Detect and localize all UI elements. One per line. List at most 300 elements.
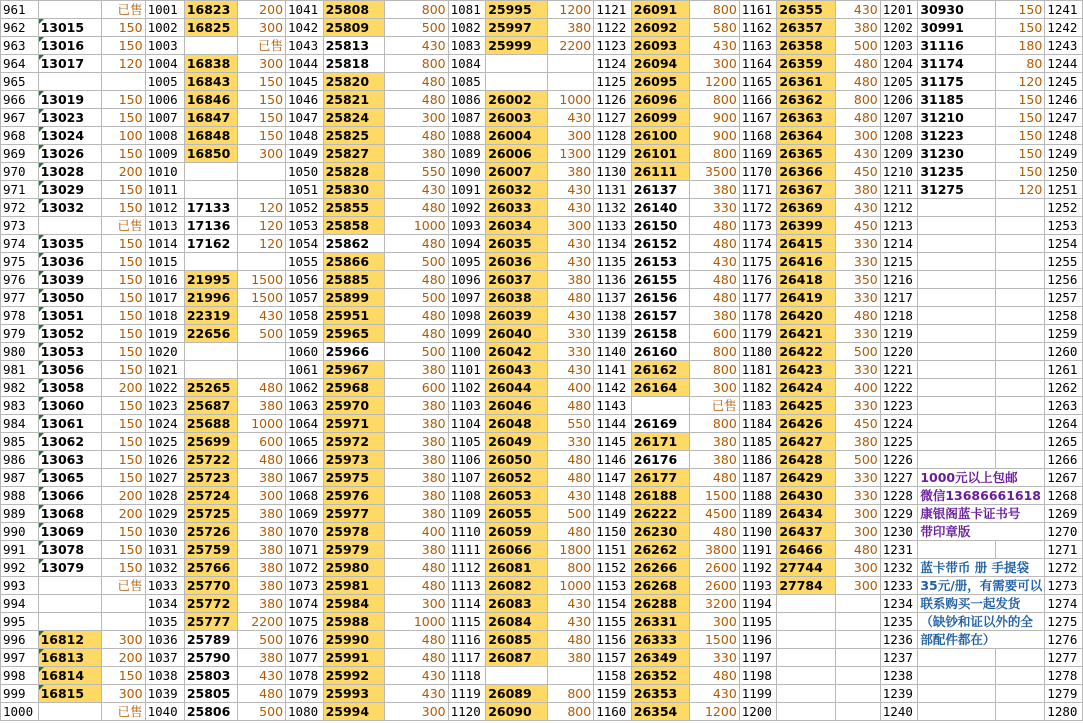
row-index-cell[interactable]: 1068 bbox=[286, 487, 324, 505]
banknote-code-cell[interactable] bbox=[918, 451, 996, 469]
banknote-code-cell[interactable] bbox=[486, 667, 548, 685]
row-index-cell[interactable]: 1158 bbox=[594, 667, 632, 685]
row-index-cell[interactable]: 1117 bbox=[448, 649, 486, 667]
price-cell[interactable]: 150 bbox=[101, 199, 145, 217]
banknote-code-cell[interactable]: 13058 bbox=[38, 379, 101, 397]
price-cell[interactable]: 200 bbox=[101, 379, 145, 397]
row-index-cell[interactable]: 1027 bbox=[145, 469, 184, 487]
row-index-cell[interactable]: 984 bbox=[1, 415, 39, 433]
price-cell[interactable] bbox=[101, 595, 145, 613]
row-index-cell[interactable]: 1226 bbox=[880, 451, 918, 469]
row-index-cell[interactable]: 1093 bbox=[448, 217, 486, 235]
price-cell[interactable]: 80 bbox=[996, 55, 1045, 73]
row-index-cell[interactable]: 1073 bbox=[286, 577, 324, 595]
row-index-cell[interactable]: 1007 bbox=[145, 109, 184, 127]
price-cell[interactable]: 480 bbox=[690, 523, 740, 541]
price-cell[interactable]: 430 bbox=[547, 253, 593, 271]
price-cell[interactable]: 150 bbox=[101, 361, 145, 379]
price-cell[interactable]: 430 bbox=[547, 199, 593, 217]
banknote-code-cell[interactable]: 16847 bbox=[184, 109, 237, 127]
price-cell[interactable]: 430 bbox=[385, 37, 448, 55]
row-index-cell[interactable]: 1006 bbox=[145, 91, 184, 109]
row-index-cell[interactable]: 1086 bbox=[448, 91, 486, 109]
banknote-code-cell[interactable]: 25724 bbox=[184, 487, 237, 505]
banknote-code-cell[interactable]: 25981 bbox=[323, 577, 385, 595]
price-cell[interactable]: 300 bbox=[101, 631, 145, 649]
row-index-cell[interactable]: 1121 bbox=[594, 1, 632, 19]
row-index-cell[interactable]: 963 bbox=[1, 37, 39, 55]
row-index-cell[interactable]: 1203 bbox=[880, 37, 918, 55]
price-cell[interactable] bbox=[101, 73, 145, 91]
row-index-cell[interactable]: 1167 bbox=[739, 109, 777, 127]
row-index-cell[interactable]: 1033 bbox=[145, 577, 184, 595]
row-index-cell[interactable]: 1215 bbox=[880, 253, 918, 271]
banknote-code-cell[interactable]: 16815 bbox=[38, 685, 101, 703]
row-index-cell[interactable]: 1137 bbox=[594, 289, 632, 307]
row-index-cell[interactable]: 1040 bbox=[145, 703, 184, 721]
price-cell[interactable]: 400 bbox=[547, 379, 593, 397]
banknote-code-cell[interactable]: 25984 bbox=[323, 595, 385, 613]
banknote-code-cell[interactable]: 13029 bbox=[38, 181, 101, 199]
price-cell[interactable] bbox=[101, 613, 145, 631]
row-index-cell[interactable]: 1110 bbox=[448, 523, 486, 541]
row-index-cell[interactable]: 1165 bbox=[739, 73, 777, 91]
banknote-code-cell[interactable]: 31235 bbox=[918, 163, 996, 181]
price-cell[interactable]: 430 bbox=[547, 613, 593, 631]
row-index-cell[interactable]: 1262 bbox=[1045, 379, 1083, 397]
row-index-cell[interactable]: 1055 bbox=[286, 253, 324, 271]
row-index-cell[interactable]: 1094 bbox=[448, 235, 486, 253]
price-cell[interactable]: 380 bbox=[547, 649, 593, 667]
banknote-code-cell[interactable] bbox=[184, 181, 237, 199]
price-cell[interactable]: 300 bbox=[238, 19, 286, 37]
row-index-cell[interactable]: 1267 bbox=[1045, 469, 1083, 487]
row-index-cell[interactable]: 978 bbox=[1, 307, 39, 325]
banknote-code-cell[interactable]: 25971 bbox=[323, 415, 385, 433]
row-index-cell[interactable]: 1098 bbox=[448, 307, 486, 325]
row-index-cell[interactable]: 1085 bbox=[448, 73, 486, 91]
row-index-cell[interactable]: 1220 bbox=[880, 343, 918, 361]
banknote-code-cell[interactable]: 26426 bbox=[777, 415, 835, 433]
row-index-cell[interactable]: 1243 bbox=[1045, 37, 1083, 55]
banknote-code-cell[interactable]: 26040 bbox=[486, 325, 548, 343]
banknote-code-cell[interactable]: 26230 bbox=[631, 523, 689, 541]
price-cell[interactable]: 330 bbox=[835, 253, 880, 271]
price-cell[interactable]: 480 bbox=[385, 307, 448, 325]
row-index-cell[interactable]: 1063 bbox=[286, 397, 324, 415]
banknote-code-cell[interactable]: 13016 bbox=[38, 37, 101, 55]
banknote-code-cell[interactable]: 26093 bbox=[631, 37, 689, 55]
price-cell[interactable] bbox=[996, 685, 1045, 703]
banknote-code-cell[interactable]: 25821 bbox=[323, 91, 385, 109]
banknote-code-cell[interactable]: 25759 bbox=[184, 541, 237, 559]
banknote-code-cell[interactable]: 26434 bbox=[777, 505, 835, 523]
banknote-code-cell[interactable]: 26082 bbox=[486, 577, 548, 595]
price-cell[interactable] bbox=[996, 649, 1045, 667]
row-index-cell[interactable]: 992 bbox=[1, 559, 39, 577]
price-cell[interactable]: 500 bbox=[385, 343, 448, 361]
price-cell[interactable]: 480 bbox=[385, 271, 448, 289]
price-cell[interactable] bbox=[547, 73, 593, 91]
banknote-code-cell[interactable]: 25726 bbox=[184, 523, 237, 541]
price-cell[interactable]: 120 bbox=[238, 235, 286, 253]
banknote-code-cell[interactable]: 26420 bbox=[777, 307, 835, 325]
price-cell[interactable] bbox=[996, 451, 1045, 469]
banknote-code-cell[interactable]: 13023 bbox=[38, 109, 101, 127]
banknote-code-cell[interactable]: 26171 bbox=[631, 433, 689, 451]
price-cell[interactable]: 380 bbox=[547, 19, 593, 37]
row-index-cell[interactable]: 1022 bbox=[145, 379, 184, 397]
banknote-code-cell[interactable]: 25990 bbox=[323, 631, 385, 649]
banknote-code-cell[interactable]: 25687 bbox=[184, 397, 237, 415]
row-index-cell[interactable]: 1249 bbox=[1045, 145, 1083, 163]
row-index-cell[interactable]: 1082 bbox=[448, 19, 486, 37]
banknote-code-cell[interactable]: 25825 bbox=[323, 127, 385, 145]
row-index-cell[interactable]: 1218 bbox=[880, 307, 918, 325]
banknote-code-cell[interactable]: 31174 bbox=[918, 55, 996, 73]
row-index-cell[interactable]: 1189 bbox=[739, 505, 777, 523]
banknote-code-cell[interactable] bbox=[777, 595, 835, 613]
banknote-code-cell[interactable]: 26049 bbox=[486, 433, 548, 451]
row-index-cell[interactable]: 1191 bbox=[739, 541, 777, 559]
banknote-code-cell[interactable] bbox=[777, 631, 835, 649]
row-index-cell[interactable]: 1148 bbox=[594, 487, 632, 505]
price-cell[interactable]: 380 bbox=[238, 523, 286, 541]
row-index-cell[interactable]: 969 bbox=[1, 145, 39, 163]
banknote-code-cell[interactable] bbox=[918, 289, 996, 307]
row-index-cell[interactable]: 1010 bbox=[145, 163, 184, 181]
price-cell[interactable]: 900 bbox=[690, 127, 740, 145]
banknote-code-cell[interactable] bbox=[918, 649, 996, 667]
banknote-code-cell[interactable]: 26363 bbox=[777, 109, 835, 127]
banknote-code-cell[interactable]: 25866 bbox=[323, 253, 385, 271]
price-cell[interactable]: 480 bbox=[690, 667, 740, 685]
row-index-cell[interactable]: 1100 bbox=[448, 343, 486, 361]
banknote-code-cell[interactable]: 26418 bbox=[777, 271, 835, 289]
banknote-code-cell[interactable]: 13078 bbox=[38, 541, 101, 559]
row-index-cell[interactable]: 1180 bbox=[739, 343, 777, 361]
price-cell[interactable]: 500 bbox=[835, 343, 880, 361]
row-index-cell[interactable]: 1179 bbox=[739, 325, 777, 343]
price-cell[interactable]: 2200 bbox=[547, 37, 593, 55]
row-index-cell[interactable]: 1217 bbox=[880, 289, 918, 307]
row-index-cell[interactable]: 1234 bbox=[880, 595, 918, 613]
banknote-code-cell[interactable]: 25976 bbox=[323, 487, 385, 505]
banknote-code-cell[interactable]: 25824 bbox=[323, 109, 385, 127]
note-cell[interactable]: 蓝卡带币 册 手提袋 bbox=[918, 559, 1045, 577]
row-index-cell[interactable]: 1157 bbox=[594, 649, 632, 667]
banknote-code-cell[interactable]: 26091 bbox=[631, 1, 689, 19]
row-index-cell[interactable]: 1018 bbox=[145, 307, 184, 325]
row-index-cell[interactable]: 1120 bbox=[448, 703, 486, 721]
row-index-cell[interactable]: 1183 bbox=[739, 397, 777, 415]
row-index-cell[interactable]: 1211 bbox=[880, 181, 918, 199]
row-index-cell[interactable]: 1154 bbox=[594, 595, 632, 613]
sold-status-cell[interactable]: 已售 bbox=[690, 397, 740, 415]
row-index-cell[interactable]: 1030 bbox=[145, 523, 184, 541]
banknote-code-cell[interactable]: 17133 bbox=[184, 199, 237, 217]
banknote-code-cell[interactable]: 26152 bbox=[631, 235, 689, 253]
banknote-code-cell[interactable]: 17136 bbox=[184, 217, 237, 235]
row-index-cell[interactable]: 1256 bbox=[1045, 271, 1083, 289]
banknote-code-cell[interactable]: 25805 bbox=[184, 685, 237, 703]
row-index-cell[interactable]: 1170 bbox=[739, 163, 777, 181]
row-index-cell[interactable]: 1109 bbox=[448, 505, 486, 523]
price-cell[interactable]: 480 bbox=[238, 685, 286, 703]
banknote-code-cell[interactable]: 16838 bbox=[184, 55, 237, 73]
price-cell[interactable]: 300 bbox=[385, 109, 448, 127]
banknote-code-cell[interactable] bbox=[918, 379, 996, 397]
banknote-code-cell[interactable]: 13050 bbox=[38, 289, 101, 307]
price-cell[interactable] bbox=[547, 667, 593, 685]
row-index-cell[interactable]: 1182 bbox=[739, 379, 777, 397]
row-index-cell[interactable]: 1052 bbox=[286, 199, 324, 217]
price-cell[interactable]: 150 bbox=[101, 253, 145, 271]
row-index-cell[interactable]: 1254 bbox=[1045, 235, 1083, 253]
row-index-cell[interactable]: 1132 bbox=[594, 199, 632, 217]
price-cell[interactable] bbox=[996, 343, 1045, 361]
sold-status-cell[interactable]: 已售 bbox=[101, 703, 145, 721]
price-cell[interactable]: 480 bbox=[835, 109, 880, 127]
row-index-cell[interactable]: 1195 bbox=[739, 613, 777, 631]
banknote-code-cell[interactable]: 25789 bbox=[184, 631, 237, 649]
price-cell[interactable]: 150 bbox=[996, 109, 1045, 127]
row-index-cell[interactable]: 1095 bbox=[448, 253, 486, 271]
sold-status-cell[interactable]: 已售 bbox=[101, 217, 145, 235]
row-index-cell[interactable]: 1091 bbox=[448, 181, 486, 199]
banknote-code-cell[interactable]: 26333 bbox=[631, 631, 689, 649]
price-cell[interactable]: 380 bbox=[385, 451, 448, 469]
row-index-cell[interactable]: 1060 bbox=[286, 343, 324, 361]
row-index-cell[interactable]: 1096 bbox=[448, 271, 486, 289]
price-cell[interactable]: 150 bbox=[101, 523, 145, 541]
banknote-code-cell[interactable]: 26037 bbox=[486, 271, 548, 289]
banknote-code-cell[interactable] bbox=[918, 541, 996, 559]
price-cell[interactable]: 150 bbox=[101, 271, 145, 289]
price-cell[interactable]: 480 bbox=[547, 631, 593, 649]
banknote-code-cell[interactable]: 25766 bbox=[184, 559, 237, 577]
row-index-cell[interactable]: 1026 bbox=[145, 451, 184, 469]
row-index-cell[interactable]: 1246 bbox=[1045, 91, 1083, 109]
banknote-code-cell[interactable]: 26424 bbox=[777, 379, 835, 397]
price-cell[interactable]: 300 bbox=[835, 127, 880, 145]
price-cell[interactable]: 1000 bbox=[547, 577, 593, 595]
row-index-cell[interactable]: 1209 bbox=[880, 145, 918, 163]
row-index-cell[interactable]: 1054 bbox=[286, 235, 324, 253]
row-index-cell[interactable]: 1102 bbox=[448, 379, 486, 397]
row-index-cell[interactable]: 999 bbox=[1, 685, 39, 703]
price-cell[interactable]: 150 bbox=[996, 127, 1045, 145]
row-index-cell[interactable]: 1069 bbox=[286, 505, 324, 523]
banknote-code-cell[interactable]: 26038 bbox=[486, 289, 548, 307]
row-index-cell[interactable]: 1142 bbox=[594, 379, 632, 397]
row-index-cell[interactable]: 1077 bbox=[286, 649, 324, 667]
row-index-cell[interactable]: 1009 bbox=[145, 145, 184, 163]
price-cell[interactable]: 480 bbox=[547, 523, 593, 541]
banknote-code-cell[interactable]: 25265 bbox=[184, 379, 237, 397]
banknote-code-cell[interactable]: 26352 bbox=[631, 667, 689, 685]
price-cell[interactable]: 450 bbox=[835, 163, 880, 181]
row-index-cell[interactable]: 1056 bbox=[286, 271, 324, 289]
row-index-cell[interactable]: 1014 bbox=[145, 235, 184, 253]
price-cell[interactable]: 480 bbox=[547, 451, 593, 469]
banknote-code-cell[interactable]: 22319 bbox=[184, 307, 237, 325]
banknote-code-cell[interactable] bbox=[918, 199, 996, 217]
row-index-cell[interactable]: 1144 bbox=[594, 415, 632, 433]
price-cell[interactable]: 330 bbox=[690, 649, 740, 667]
banknote-code-cell[interactable]: 25828 bbox=[323, 163, 385, 181]
banknote-code-cell[interactable]: 25970 bbox=[323, 397, 385, 415]
banknote-code-cell[interactable]: 13056 bbox=[38, 361, 101, 379]
price-cell[interactable]: 380 bbox=[238, 559, 286, 577]
price-cell[interactable]: 150 bbox=[101, 19, 145, 37]
price-cell[interactable]: 380 bbox=[690, 181, 740, 199]
price-cell[interactable]: 430 bbox=[835, 199, 880, 217]
row-index-cell[interactable]: 1057 bbox=[286, 289, 324, 307]
row-index-cell[interactable]: 1138 bbox=[594, 307, 632, 325]
row-index-cell[interactable]: 1257 bbox=[1045, 289, 1083, 307]
row-index-cell[interactable]: 1084 bbox=[448, 55, 486, 73]
price-cell[interactable]: 2200 bbox=[238, 613, 286, 631]
price-cell[interactable]: 380 bbox=[385, 469, 448, 487]
banknote-code-cell[interactable] bbox=[918, 685, 996, 703]
banknote-code-cell[interactable] bbox=[918, 271, 996, 289]
row-index-cell[interactable]: 1104 bbox=[448, 415, 486, 433]
row-index-cell[interactable]: 1223 bbox=[880, 397, 918, 415]
price-cell[interactable]: 1000 bbox=[547, 91, 593, 109]
banknote-code-cell[interactable]: 13062 bbox=[38, 433, 101, 451]
price-cell[interactable]: 600 bbox=[385, 379, 448, 397]
row-index-cell[interactable]: 1039 bbox=[145, 685, 184, 703]
row-index-cell[interactable]: 986 bbox=[1, 451, 39, 469]
price-cell[interactable]: 200 bbox=[101, 163, 145, 181]
price-cell[interactable]: 150 bbox=[101, 325, 145, 343]
row-index-cell[interactable]: 995 bbox=[1, 613, 39, 631]
banknote-code-cell[interactable] bbox=[184, 343, 237, 361]
row-index-cell[interactable]: 1042 bbox=[286, 19, 324, 37]
row-index-cell[interactable]: 982 bbox=[1, 379, 39, 397]
price-cell[interactable] bbox=[996, 253, 1045, 271]
price-cell[interactable] bbox=[996, 307, 1045, 325]
price-cell[interactable]: 480 bbox=[835, 541, 880, 559]
banknote-code-cell[interactable]: 30930 bbox=[918, 1, 996, 19]
row-index-cell[interactable]: 1280 bbox=[1045, 703, 1083, 721]
price-cell[interactable]: 430 bbox=[385, 181, 448, 199]
price-cell[interactable]: 380 bbox=[690, 451, 740, 469]
note-cell[interactable]: （缺钞和证以外的全 bbox=[918, 613, 1045, 631]
row-index-cell[interactable]: 989 bbox=[1, 505, 39, 523]
row-index-cell[interactable]: 1029 bbox=[145, 505, 184, 523]
row-index-cell[interactable]: 962 bbox=[1, 19, 39, 37]
price-cell[interactable]: 430 bbox=[547, 595, 593, 613]
row-index-cell[interactable]: 1025 bbox=[145, 433, 184, 451]
row-index-cell[interactable]: 1245 bbox=[1045, 73, 1083, 91]
price-cell[interactable]: 1500 bbox=[690, 631, 740, 649]
price-cell[interactable]: 300 bbox=[547, 217, 593, 235]
banknote-code-cell[interactable] bbox=[777, 667, 835, 685]
banknote-code-cell[interactable]: 13065 bbox=[38, 469, 101, 487]
banknote-code-cell[interactable]: 26369 bbox=[777, 199, 835, 217]
price-cell[interactable]: 150 bbox=[101, 37, 145, 55]
row-index-cell[interactable]: 1092 bbox=[448, 199, 486, 217]
price-cell[interactable]: 1000 bbox=[238, 415, 286, 433]
banknote-code-cell[interactable]: 26466 bbox=[777, 541, 835, 559]
price-cell[interactable]: 800 bbox=[385, 1, 448, 19]
banknote-code-cell[interactable]: 26004 bbox=[486, 127, 548, 145]
row-index-cell[interactable]: 1008 bbox=[145, 127, 184, 145]
row-index-cell[interactable]: 1133 bbox=[594, 217, 632, 235]
price-cell[interactable]: 300 bbox=[690, 55, 740, 73]
price-cell[interactable]: 430 bbox=[547, 181, 593, 199]
banknote-code-cell[interactable]: 13036 bbox=[38, 253, 101, 271]
banknote-code-cell[interactable]: 25790 bbox=[184, 649, 237, 667]
banknote-code-cell[interactable]: 25770 bbox=[184, 577, 237, 595]
price-cell[interactable]: 1000 bbox=[385, 613, 448, 631]
row-index-cell[interactable]: 1013 bbox=[145, 217, 184, 235]
row-index-cell[interactable]: 1058 bbox=[286, 307, 324, 325]
banknote-code-cell[interactable]: 26153 bbox=[631, 253, 689, 271]
row-index-cell[interactable]: 1252 bbox=[1045, 199, 1083, 217]
price-cell[interactable] bbox=[835, 613, 880, 631]
note-cell[interactable]: 35元/册，有需要可以 bbox=[918, 577, 1045, 595]
row-index-cell[interactable]: 1159 bbox=[594, 685, 632, 703]
row-index-cell[interactable]: 1248 bbox=[1045, 127, 1083, 145]
banknote-code-cell[interactable]: 25808 bbox=[323, 1, 385, 19]
banknote-code-cell[interactable]: 26053 bbox=[486, 487, 548, 505]
price-cell[interactable]: 430 bbox=[835, 145, 880, 163]
price-cell[interactable]: 150 bbox=[238, 109, 286, 127]
banknote-code-cell[interactable]: 26366 bbox=[777, 163, 835, 181]
banknote-code-cell[interactable]: 26092 bbox=[631, 19, 689, 37]
price-cell[interactable] bbox=[996, 217, 1045, 235]
row-index-cell[interactable]: 1155 bbox=[594, 613, 632, 631]
row-index-cell[interactable]: 1212 bbox=[880, 199, 918, 217]
row-index-cell[interactable]: 1131 bbox=[594, 181, 632, 199]
row-index-cell[interactable]: 1163 bbox=[739, 37, 777, 55]
price-cell[interactable]: 330 bbox=[835, 469, 880, 487]
banknote-code-cell[interactable]: 13035 bbox=[38, 235, 101, 253]
price-cell[interactable]: 480 bbox=[385, 325, 448, 343]
row-index-cell[interactable]: 1188 bbox=[739, 487, 777, 505]
banknote-code-cell[interactable]: 26003 bbox=[486, 109, 548, 127]
banknote-code-cell[interactable]: 25965 bbox=[323, 325, 385, 343]
price-cell[interactable] bbox=[835, 649, 880, 667]
price-cell[interactable]: 480 bbox=[238, 451, 286, 469]
row-index-cell[interactable]: 1076 bbox=[286, 631, 324, 649]
price-cell[interactable] bbox=[238, 361, 286, 379]
banknote-code-cell[interactable] bbox=[184, 37, 237, 55]
row-index-cell[interactable]: 1089 bbox=[448, 145, 486, 163]
row-index-cell[interactable]: 993 bbox=[1, 577, 39, 595]
row-index-cell[interactable]: 1173 bbox=[739, 217, 777, 235]
price-cell[interactable]: 150 bbox=[101, 667, 145, 685]
row-index-cell[interactable]: 1277 bbox=[1045, 649, 1083, 667]
row-index-cell[interactable]: 981 bbox=[1, 361, 39, 379]
row-index-cell[interactable]: 1049 bbox=[286, 145, 324, 163]
row-index-cell[interactable]: 1119 bbox=[448, 685, 486, 703]
banknote-code-cell[interactable]: 25991 bbox=[323, 649, 385, 667]
price-cell[interactable]: 400 bbox=[385, 523, 448, 541]
banknote-code-cell[interactable]: 26367 bbox=[777, 181, 835, 199]
banknote-code-cell[interactable]: 26364 bbox=[777, 127, 835, 145]
row-index-cell[interactable]: 1019 bbox=[145, 325, 184, 343]
row-index-cell[interactable]: 1070 bbox=[286, 523, 324, 541]
price-cell[interactable]: 150 bbox=[101, 415, 145, 433]
banknote-code-cell[interactable]: 26399 bbox=[777, 217, 835, 235]
row-index-cell[interactable]: 1106 bbox=[448, 451, 486, 469]
row-index-cell[interactable]: 1272 bbox=[1045, 559, 1083, 577]
banknote-code-cell[interactable]: 26353 bbox=[631, 685, 689, 703]
